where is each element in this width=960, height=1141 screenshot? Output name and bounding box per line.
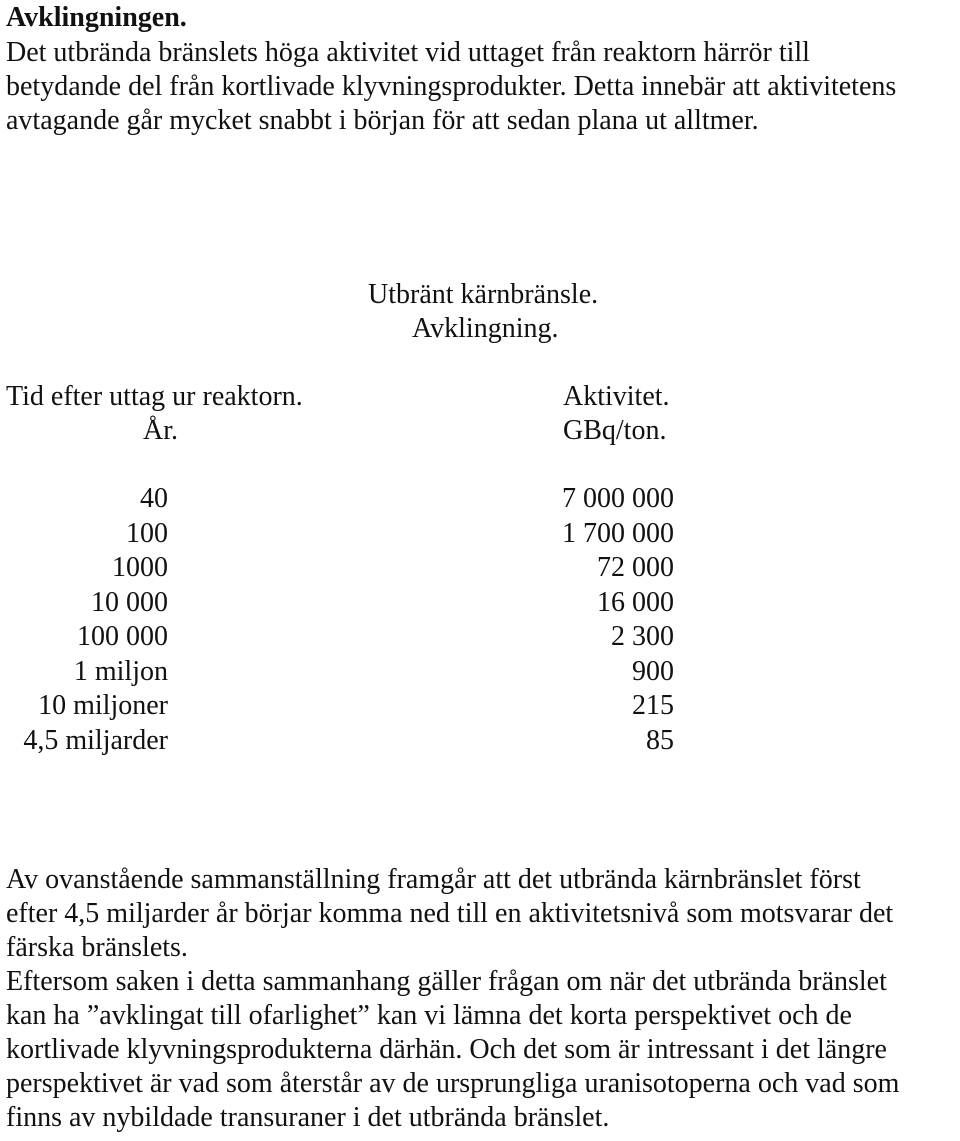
year-cell: 10 000	[91, 586, 168, 618]
table-title-line: Utbränt kärnbränsle.	[368, 279, 599, 310]
closing-line: kan ha ”avklingat till ofarlighet” kan vi lämna det korta perspektivet och de	[6, 1000, 852, 1031]
activity-cell: 900	[632, 655, 674, 687]
column-header-time	[6, 380, 346, 448]
column-header-activity-label: Aktivitet.	[563, 381, 670, 412]
year-cell: 10 miljoner	[38, 690, 168, 721]
activity-cell: 16 000	[597, 586, 674, 618]
table-row	[0, 689, 960, 724]
intro-line: betydande del från kortlivade klyvningsprodukter. Detta innebär att aktivitetens	[6, 71, 897, 102]
table-row	[0, 482, 960, 517]
closing-line: Av ovanstående sammanställning framgår att det utbrända kärnbränslet först	[6, 864, 861, 895]
table-title	[368, 278, 648, 346]
activity-cell: 7 000 000	[562, 483, 674, 514]
closing-line: Eftersom saken i detta sammanhang gäller frågan om när det utbrända bränslet	[6, 966, 887, 997]
activity-cell: 72 000	[597, 552, 674, 583]
section-heading: Avklingningen.	[6, 2, 187, 33]
year-cell: 100	[126, 517, 168, 549]
activity-cell: 85	[646, 724, 674, 756]
year-cell: 1000	[112, 552, 168, 583]
table-row	[0, 724, 960, 759]
year-cell: 4,5 miljarder	[23, 724, 168, 756]
table-row	[0, 517, 960, 552]
table-subtitle-line: Avklingning.	[412, 313, 559, 344]
column-header-time-unit: År.	[143, 415, 178, 446]
intro-line: avtagande går mycket snabbt i början för att sedan plana ut alltmer.	[6, 105, 759, 136]
table-row	[0, 551, 960, 586]
closing-line: kortlivade klyvningsprodukterna därhän. Och det som är intressant i det längre	[6, 1034, 887, 1065]
year-cell: 40	[140, 483, 168, 514]
closing-line: perspektivet är vad som återstår av de ursprungliga uranisotoperna och vad som	[6, 1068, 900, 1099]
column-header-activity-unit: GBq/ton.	[563, 415, 667, 446]
activity-cell: 2 300	[611, 621, 674, 652]
intro-line: Det utbrända bränslets höga aktivitet vid uttaget från reaktorn härrör till	[6, 37, 810, 68]
year-cell: 100 000	[77, 621, 168, 652]
intro-paragraph	[6, 36, 951, 138]
closing-line: efter 4,5 miljarder år börjar komma ned till en aktivitetsnivå som motsvarar det	[6, 898, 894, 929]
year-cell: 1 miljon	[73, 655, 168, 687]
column-header-time-label: Tid efter uttag ur reaktorn.	[6, 381, 303, 412]
table-row	[0, 655, 960, 690]
activity-cell: 1 700 000	[562, 517, 674, 549]
decay-table	[0, 482, 960, 758]
column-header-activity	[563, 380, 763, 448]
closing-line: färska bränslets.	[6, 932, 188, 963]
closing-line: finns av nybildade transuraner i det utbrända bränslet.	[6, 1102, 610, 1133]
table-row	[0, 620, 960, 655]
activity-cell: 215	[632, 690, 674, 721]
closing-paragraph	[6, 863, 951, 1135]
table-row	[0, 586, 960, 621]
